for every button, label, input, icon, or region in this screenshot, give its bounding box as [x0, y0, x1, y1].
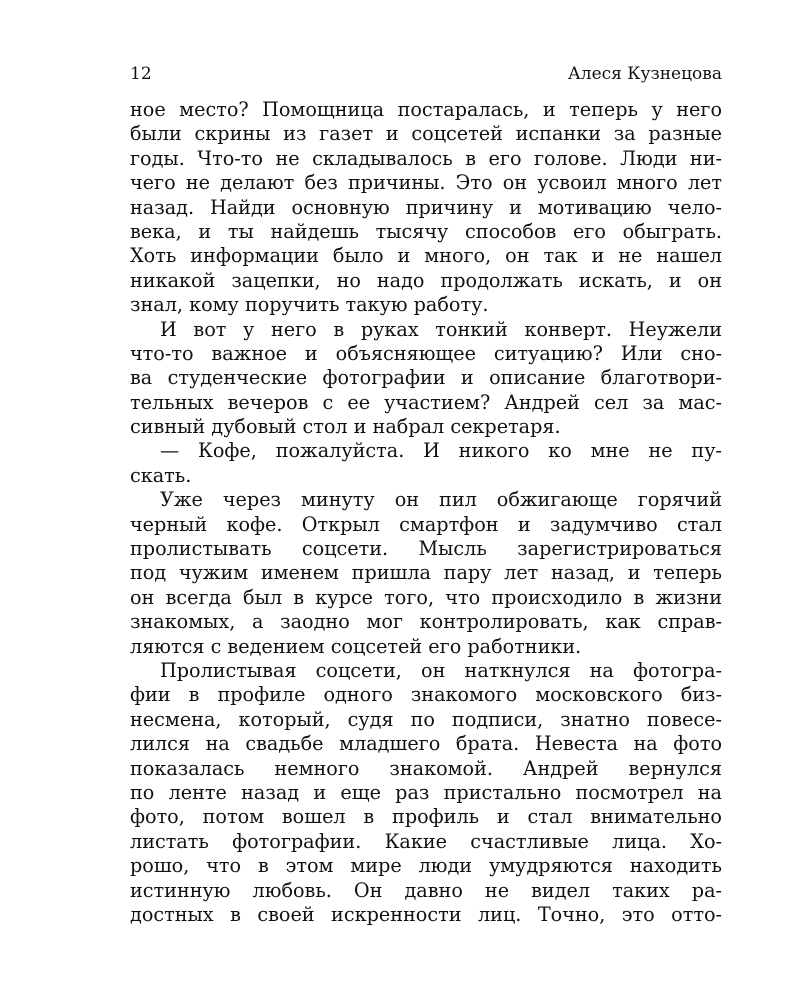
text-line: достных в своей искренности лиц. Точно, это отто- [130, 902, 722, 926]
text-line: фото, потом вошел в профиль и стал внимательно [130, 805, 722, 829]
text-line: Хоть информации было и много, он так и не нашел [130, 244, 722, 268]
text-line: тельных вечеров с ее участием? Андрей сел за мас- [130, 390, 722, 414]
page-header [130, 64, 722, 88]
text-line: он всегда был в курсе того, что происходило в жизни [130, 585, 722, 609]
text-line: знакомых, а заодно мог контролировать, как справ- [130, 610, 722, 634]
running-head-author: Алеся Кузнецова [567, 64, 722, 84]
text-line: ва студенческие фотографии и описание благотвори- [130, 366, 722, 390]
body-text [130, 98, 722, 927]
text-line: пролистывать соцсети. Мысль зарегистрироваться [130, 537, 722, 561]
text-line: рошо, что в этом мире люди умудряются находить [130, 854, 722, 878]
text-line: черный кофе. Открыл смартфон и задумчиво стал [130, 512, 722, 536]
text-line: сивный дубовый стол и набрал секретаря. [130, 415, 561, 439]
text-line: знал, кому поручить такую работу. [130, 293, 489, 317]
text-line: фии в профиле одного знакомого московского биз- [130, 683, 722, 707]
text-line: ляются с ведением соцсетей его работники. [130, 634, 582, 658]
text-line: ное место? Помощница постаралась, и теперь у него [130, 98, 722, 121]
text-line: годы. Что-то не складывалось в его голове. Люди ни- [130, 146, 722, 170]
text-line: по ленте назад и еще раз пристально посмотрел на [130, 780, 722, 804]
text-line: листать фотографии. Какие счастливые лица. Хо- [130, 829, 722, 853]
page-number: 12 [130, 64, 152, 84]
text-line: лился на свадьбе младшего брата. Невеста на фото [130, 732, 722, 756]
text-line: Пролистывая соцсети, он наткнулся на фотогра- [160, 658, 722, 682]
text-line: Уже через минуту он пил обжигающе горячий [160, 488, 722, 512]
text-line: И вот у него в руках тонкий конверт. Неужели [160, 317, 722, 341]
text-line: — Кофе, пожалуйста. И никого ко мне не пу- [160, 439, 722, 463]
text-line: показалась немного знакомой. Андрей вернулся [130, 756, 722, 780]
text-line: чего не делают без причины. Это он усвоил много лет [130, 171, 722, 195]
text-line: скать. [130, 463, 192, 487]
text-line: назад. Найди основную причину и мотивацию чело- [130, 195, 722, 219]
text-line: истинную любовь. Он давно не видел таких ра- [130, 878, 722, 902]
text-line: несмена, который, судя по подписи, знатно повесе- [130, 707, 722, 731]
text-line: никакой зацепки, но надо продолжать искать, и он [130, 268, 722, 292]
text-line: века, и ты найдешь тысячу способов его обыграть. [130, 219, 722, 243]
text-line: под чужим именем пришла пару лет назад, и теперь [130, 561, 722, 585]
text-line: были скрины из газет и соцсетей испанки за разные [130, 122, 722, 146]
text-line: что-то важное и объясняющее ситуацию? Или сно- [130, 341, 722, 365]
